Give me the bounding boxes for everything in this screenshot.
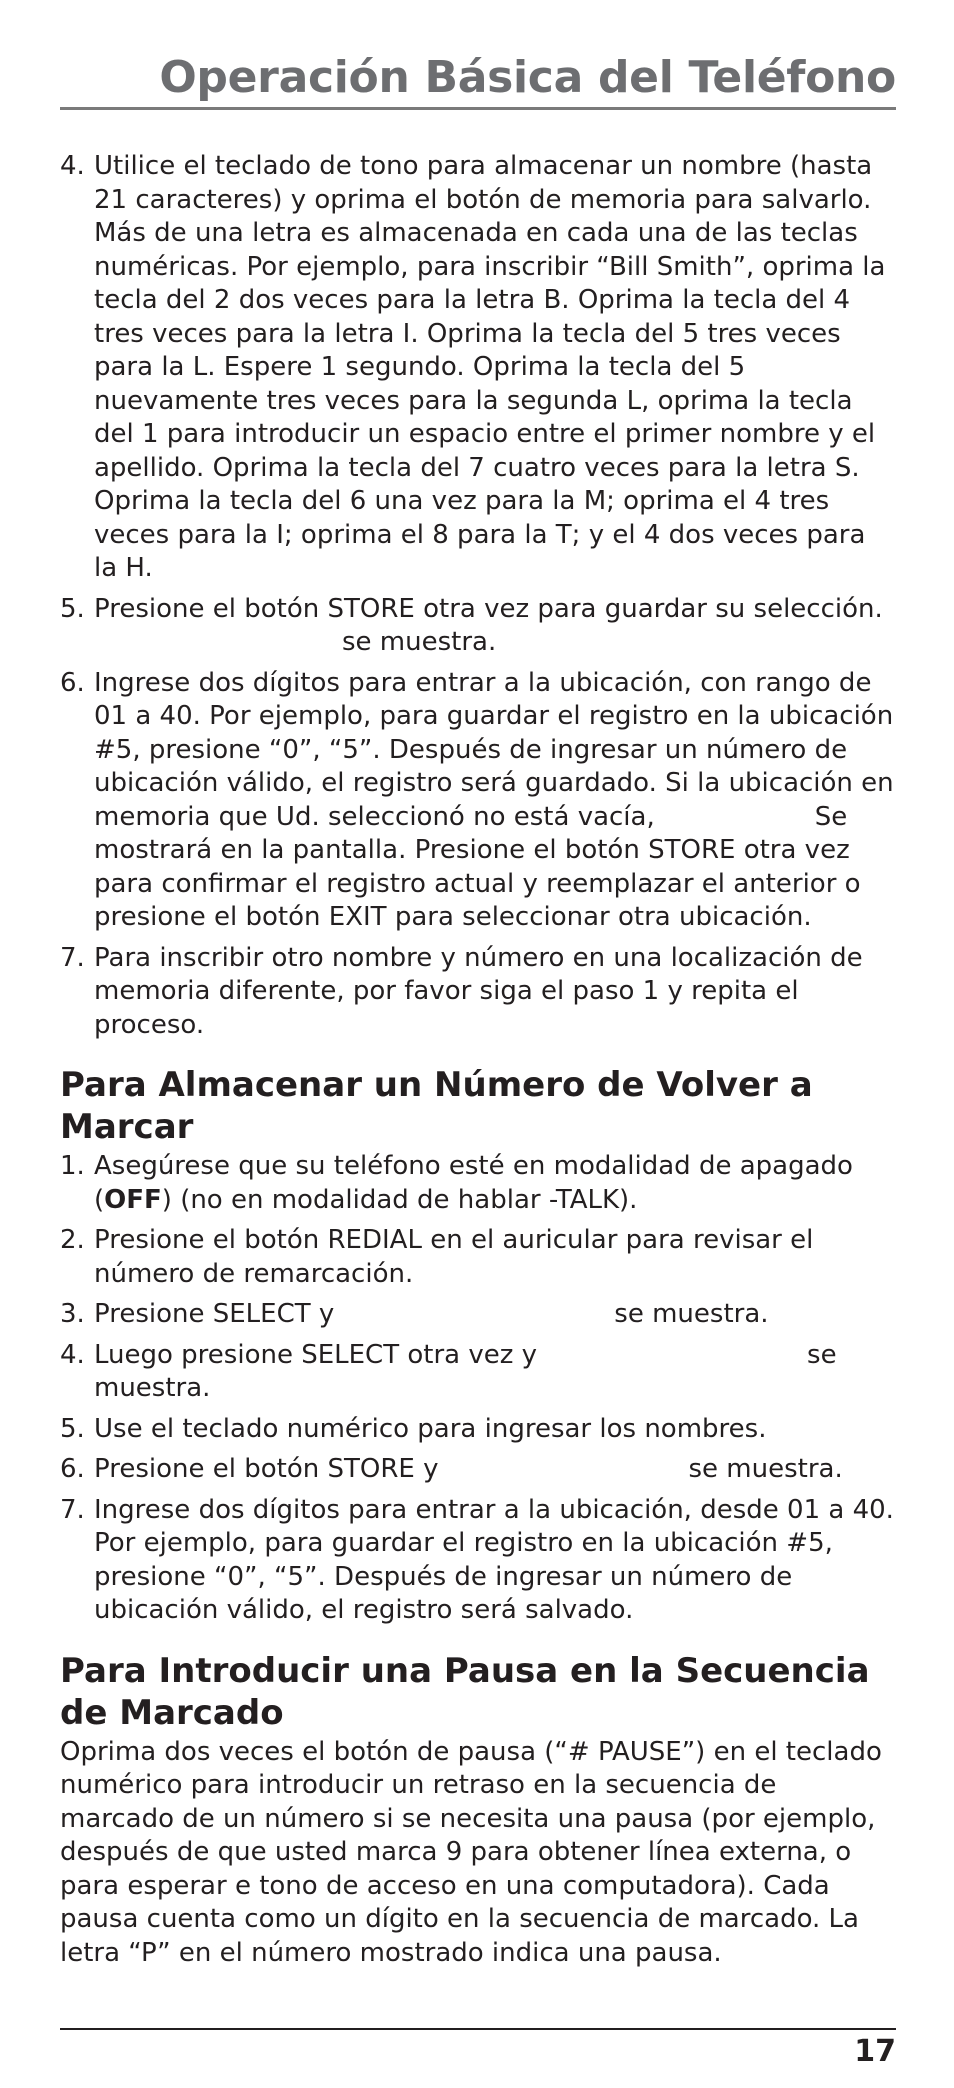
step-text: Ingrese dos dígitos para entrar a la ubicación, desde 01 a 40. Por ejemplo, para guardar el registro en la ubicación #5, presione “0”, “5”. Después de ingresar un número de ubicación válido, el registro será salvado. — [94, 1494, 894, 1625]
step-text: Presione el botón REDIAL en el auricular para revisar el número de remarcación. — [94, 1225, 814, 1289]
step-text: se muestra. — [94, 1339, 837, 1403]
list-item: 2. Presione el botón REDIAL en el auricular para revisar el número de remarcación. — [60, 1225, 814, 1289]
list-item: 7. Para inscribir otro nombre y número en una localización de memoria diferente, por favor siga el paso 1 y repita el proceso. — [60, 942, 863, 1040]
footer-divider — [60, 2028, 896, 2030]
page-number: 17 — [854, 2034, 896, 2069]
section-heading-redial: Para Almacenar un Número de Volver a Marcar — [60, 1065, 813, 1147]
list-item: 4. Luego presione SELECT otra vez y se muestra. — [60, 1339, 837, 1403]
step-text: Se mostrará en la pantalla. Presione el botón STORE otra vez para confirmar el registro actual y reemplazar el anterior o presione el botón EXIT para seleccionar otra ubicación. — [94, 801, 861, 932]
list-item: 7. Ingrese dos dígitos para entrar a la ubicación, desde 01 a 40. Por ejemplo, para guardar el registro en la ubicación #5, presione “0”, “5”. Después de ingresar un número de ubicación válido, el registro será salvado. — [60, 1494, 894, 1625]
step-text: Presione SELECT y — [94, 1299, 335, 1329]
step-text: Presione el botón STORE y — [94, 1454, 439, 1484]
step-text: Asegúrese que su teléfono esté en modalidad de apagado ( — [94, 1151, 853, 1215]
step-text: Para inscribir otro nombre y número en una localización de memoria diferente, por favor siga el paso 1 y repita el proceso. — [94, 942, 863, 1040]
list-item: 5. Use el teclado numérico para ingresar los nombres. — [60, 1413, 767, 1444]
redial-steps — [60, 1150, 896, 1628]
step-text-bold: OFF — [104, 1184, 162, 1215]
page-header — [60, 52, 896, 110]
list-item: 5. Presione el botón STORE otra vez para guardar su selección. se muestra. — [60, 593, 883, 657]
store-name-steps — [60, 150, 896, 1042]
page-title: Operación Básica del Teléfono — [159, 52, 896, 103]
section-heading-pause: Para Introducir una Pausa en la Secuencia de Marcado — [60, 1650, 870, 1733]
step-text: Utilice el teclado de tono para almacenar un nombre (hasta 21 caracteres) y oprima el botón de memoria para salvarlo. Más de una letra es almacenada en cada una de las teclas numéricas. Por ejemplo, para inscribir “Bill Smith”, oprima la tecla del 2 dos veces para la letra B. Oprima la tecla del 4 tres veces para la letra I. Oprima la tecla del 5 tres veces para la L. Espere 1 segundo. Oprima la tecla del 5 nuevamente tres veces para la segunda L, oprima la tecla del 1 para introducir un espacio entre el primer nombre y el apellido. Oprima la tecla del 7 cuatro veces para la letra S. Oprima la tecla del 6 una vez para la M; oprima el 4 tres veces para la I; oprima el 8 para la T; y el 4 dos veces para la H. — [94, 151, 886, 583]
page-content — [60, 150, 896, 1970]
step-text: Luego presione SELECT otra vez y — [94, 1339, 538, 1370]
step-text: ) (no en modalidad de hablar -TALK). — [161, 1184, 638, 1215]
list-item: 4. Utilice el teclado de tono para almacenar un nombre (hasta 21 caracteres) y oprima el botón de memoria para salvarlo. Más de una letra es almacenada en cada una de las teclas numéricas. Por ejemplo, para inscribir “Bill Smith”, oprima la tecla del 2 dos veces para la letra B. Oprima la tecla del 4 tres veces para la letra I. Oprima la tecla del 5 tres veces para la L. Espere 1 segundo. Oprima la tecla del 5 nuevamente tres veces para la segunda L, oprima la tecla del 1 para introducir un espacio entre el primer nombre y el apellido. Oprima la tecla del 7 cuatro veces para la letra S. Oprima la tecla del 6 una vez para la M; oprima el 4 tres veces para la I; oprima el 8 para la T; y el 4 dos veces para la H. — [60, 151, 886, 583]
step-text: Use el teclado numérico para ingresar los nombres. — [94, 1413, 767, 1444]
step-text: se muestra. — [688, 1454, 843, 1484]
pause-paragraph: Oprima dos veces el botón de pausa (“# PAUSE”) en el teclado numérico para introducir un retraso en la secuencia de marcado de un número si se necesita una pausa (por ejemplo, después de que usted marca 9 para obtener línea externa, o para esperar e tono de acceso en una computadora). Cada pausa cuenta como un dígito en la secuencia de marcado. La letra “P” en el número mostrado indica una pausa. — [60, 1736, 882, 1968]
list-item: 1. Asegúrese que su teléfono esté en modalidad de apagado (OFF) (no en modalidad de hablar -TALK). — [60, 1151, 853, 1215]
list-item: 3. Presione SELECT y se muestra. — [60, 1299, 769, 1329]
step-text: se muestra. — [342, 627, 497, 657]
step-text: Ingrese dos dígitos para entrar a la ubicación, con rango de 01 a 40. Por ejemplo, para guardar el registro en la ubicación #5, presione “0”, “5”. Después de ingresar un número de ubicación válido, el registro será guardado. Si la ubicación en memoria que Ud. seleccionó no está vacía, — [94, 667, 894, 832]
list-item: 6. Ingrese dos dígitos para entrar a la ubicación, con rango de 01 a 40. Por ejemplo, para guardar el registro en la ubicación #5, presione “0”, “5”. Después de ingresar un número de ubicación válido, el registro será guardado. Si la ubicación en memoria que Ud. seleccionó no está vacía, Se mostrará en la pantalla. Presione el botón STORE otra vez para confirmar el registro actual y reemplazar el anterior o presione el botón EXIT para seleccionar otra ubicación. — [60, 667, 894, 932]
list-item: 6. Presione el botón STORE y se muestra. — [60, 1454, 843, 1484]
step-text: se muestra. — [614, 1299, 769, 1329]
step-text: Presione el botón STORE otra vez para guardar su selección. — [94, 593, 883, 624]
